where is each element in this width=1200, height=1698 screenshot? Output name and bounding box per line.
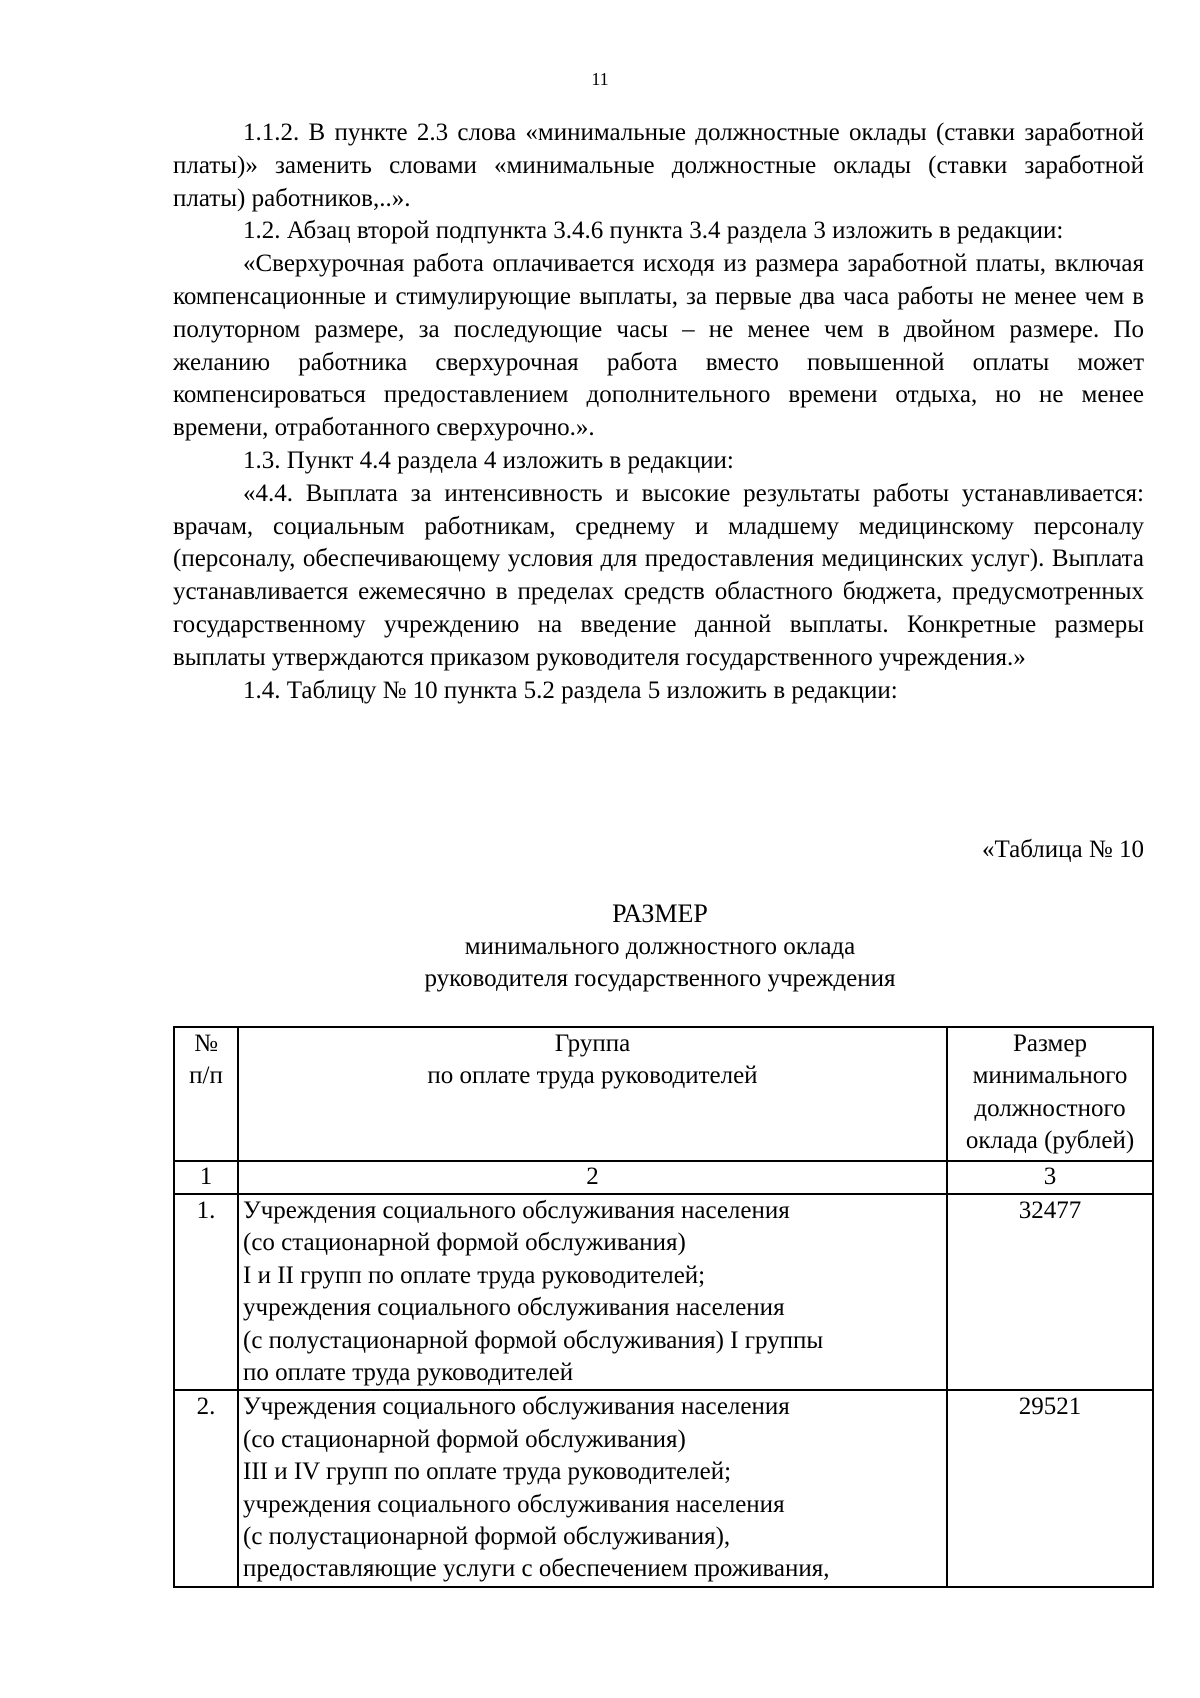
paragraph-quote-4-4: «4.4. Выплата за интенсивность и высокие результаты работы устанавливается: врачам, социальным работникам, среднему и младшему медицинскому персоналу (персоналу, обеспечивающему условия для предоставления медицинских услуг). Выплата устанавливается ежемесячно в пределах средств областного бюджета, предусмотренных государственному учреждению на введение данной выплаты. Конкретные размеры выплаты утверждаются приказом руководителя государственного учреждения.» [173, 479, 1144, 671]
table-numbering-row [174, 1161, 1153, 1194]
row-line: Учреждения социального обслуживания населения [243, 1393, 790, 1421]
body-text [173, 117, 1144, 707]
row-line: (с полустационарной формой обслуживания) I группы [243, 1326, 824, 1354]
row-number: 1. [174, 1194, 238, 1390]
table-label: «Таблица № 10 [981, 836, 1144, 863]
header-number-line2: п/п [189, 1062, 223, 1090]
numbering-cell: 2 [238, 1161, 947, 1194]
row-amount: 32477 [947, 1194, 1153, 1390]
salary-table [173, 1026, 1154, 1588]
row-line: учреждения социального обслуживания населения [243, 1490, 785, 1518]
row-line: Учреждения социального обслуживания населения [243, 1197, 790, 1224]
row-line: (с полустационарной формой обслуживания), [243, 1523, 731, 1551]
table-title [0, 898, 1200, 996]
row-line: предоставляющие услуги с обеспечением проживания, [243, 1555, 830, 1583]
header-group-line2: по оплате труда руководителей [427, 1062, 758, 1090]
row-group-description [238, 1194, 947, 1390]
paragraph-1-3: 1.3. Пункт 4.4 раздела 4 изложить в редакции: [243, 446, 734, 474]
row-line: по оплате труда руководителей [243, 1359, 574, 1387]
header-number-line1: № [194, 1030, 218, 1057]
row-line: (со стационарной формой обслуживания) [243, 1229, 686, 1257]
table-row [174, 1194, 1153, 1390]
numbering-cell: 1 [174, 1161, 238, 1194]
header-cell-number [174, 1027, 238, 1161]
paragraph-1-1-2: 1.1.2. В пункте 2.3 слова «минимальные должностные оклады (ставки заработной платы)» заменить словами «минимальные должностные оклады (ставки заработной платы) работников,..». [173, 119, 1144, 212]
table-header-row [174, 1027, 1153, 1161]
table-row [174, 1390, 1153, 1586]
row-line: I и II групп по оплате труда руководителей; [243, 1261, 706, 1289]
table-title-line2: минимального должностного оклада [464, 932, 856, 960]
header-cell-group [238, 1027, 947, 1161]
paragraph-1-4: 1.4. Таблицу № 10 пункта 5.2 раздела 5 изложить в редакции: [243, 676, 898, 704]
row-amount: 29521 [947, 1390, 1153, 1586]
table-title-main: РАЗМЕР [612, 899, 708, 928]
paragraph-quote-overtime: «Сверхурочная работа оплачивается исходя из размера заработной платы, включая компенсационные и стимулирующие выплаты, за первые два часа работы не менее чем в полуторном размере, за последующие часы – не менее чем в двойном размере. По желанию работника сверхурочная работа вместо повышенной оплаты может компенсироваться предоставлением дополнительного времени отдыха, но не менее времени, отработанного сверхурочно.». [173, 250, 1144, 442]
header-amount-line2: минимального [972, 1062, 1128, 1090]
numbering-cell: 3 [947, 1161, 1153, 1194]
row-number: 2. [174, 1390, 238, 1586]
paragraph-1-2: 1.2. Абзац второй подпункта 3.4.6 пункта 3.4 раздела 3 изложить в редакции: [243, 217, 1064, 245]
row-group-description [238, 1390, 947, 1586]
header-amount-line1: Размер [1013, 1030, 1087, 1057]
header-amount-line3: должностного [974, 1094, 1126, 1122]
row-line: (со стационарной формой обслуживания) [243, 1425, 686, 1453]
row-line: учреждения социального обслуживания населения [243, 1294, 785, 1322]
page-number: 11 [591, 69, 609, 89]
header-cell-amount [947, 1027, 1153, 1161]
header-amount-line4: оклада (рублей) [965, 1127, 1135, 1155]
header-group-line1: Группа [554, 1030, 631, 1057]
table-title-line3: руководителя государственного учреждения [424, 965, 896, 992]
row-line: III и IV групп по оплате труда руководителей; [243, 1458, 732, 1486]
